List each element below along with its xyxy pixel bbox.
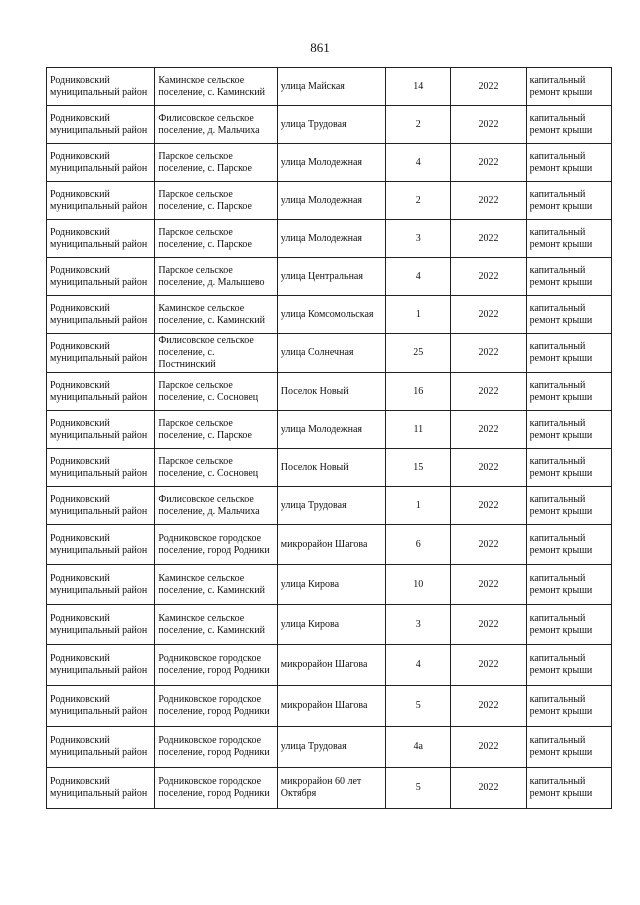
work-type-cell: капитальный ремонт крыши: [526, 487, 611, 525]
settlement-cell: Филисовское сельское поселение, с. Постнинский: [155, 334, 277, 373]
settlement-cell: Каминское сельское поселение, с. Каминский: [155, 68, 277, 106]
work-type-cell: капитальный ремонт крыши: [526, 686, 611, 727]
district-cell: Родниковский муниципальный район: [47, 411, 155, 449]
year-cell: 2022: [451, 768, 526, 809]
district-cell: Родниковский муниципальный район: [47, 525, 155, 565]
street-cell: Поселок Новый: [277, 449, 385, 487]
table-row: [47, 727, 612, 768]
district-cell: Родниковский муниципальный район: [47, 686, 155, 727]
house-number-cell: 6: [386, 525, 451, 565]
street-cell: улица Молодежная: [277, 411, 385, 449]
district-cell: Родниковский муниципальный район: [47, 68, 155, 106]
street-cell: микрорайон Шагова: [277, 686, 385, 727]
year-cell: 2022: [451, 449, 526, 487]
district-cell: Родниковский муниципальный район: [47, 220, 155, 258]
work-type-cell: капитальный ремонт крыши: [526, 220, 611, 258]
settlement-cell: Родниковское городское поселение, город Родники: [155, 768, 277, 809]
settlement-cell: Парское сельское поселение, с. Парское: [155, 411, 277, 449]
table-row: [47, 645, 612, 686]
table-row: [47, 686, 612, 727]
district-cell: Родниковский муниципальный район: [47, 449, 155, 487]
street-cell: улица Майская: [277, 68, 385, 106]
street-cell: улица Молодежная: [277, 182, 385, 220]
work-type-cell: капитальный ремонт крыши: [526, 411, 611, 449]
table-row: [47, 334, 612, 373]
district-cell: Родниковский муниципальный район: [47, 106, 155, 144]
housing-repair-table: [46, 67, 612, 809]
work-type-cell: капитальный ремонт крыши: [526, 565, 611, 605]
year-cell: 2022: [451, 258, 526, 296]
street-cell: улица Молодежная: [277, 220, 385, 258]
street-cell: микрорайон Шагова: [277, 525, 385, 565]
work-type-cell: капитальный ремонт крыши: [526, 182, 611, 220]
table-row: [47, 768, 612, 809]
district-cell: Родниковский муниципальный район: [47, 296, 155, 334]
settlement-cell: Парское сельское поселение, с. Парское: [155, 220, 277, 258]
house-number-cell: 16: [386, 373, 451, 411]
settlement-cell: Филисовское сельское поселение, д. Мальчиха: [155, 487, 277, 525]
district-cell: Родниковский муниципальный район: [47, 768, 155, 809]
table-row: [47, 373, 612, 411]
settlement-cell: Парское сельское поселение, с. Парское: [155, 144, 277, 182]
district-cell: Родниковский муниципальный район: [47, 334, 155, 373]
settlement-cell: Каминское сельское поселение, с. Каминский: [155, 296, 277, 334]
district-cell: Родниковский муниципальный район: [47, 727, 155, 768]
year-cell: 2022: [451, 727, 526, 768]
district-cell: Родниковский муниципальный район: [47, 605, 155, 645]
street-cell: улица Кирова: [277, 605, 385, 645]
year-cell: 2022: [451, 68, 526, 106]
table-row: [47, 106, 612, 144]
work-type-cell: капитальный ремонт крыши: [526, 144, 611, 182]
work-type-cell: капитальный ремонт крыши: [526, 68, 611, 106]
house-number-cell: 1: [386, 296, 451, 334]
district-cell: Родниковский муниципальный район: [47, 258, 155, 296]
house-number-cell: 15: [386, 449, 451, 487]
work-type-cell: капитальный ремонт крыши: [526, 258, 611, 296]
street-cell: улица Комсомольская: [277, 296, 385, 334]
table-row: [47, 411, 612, 449]
settlement-cell: Парское сельское поселение, с. Сосновец: [155, 373, 277, 411]
house-number-cell: 4: [386, 258, 451, 296]
table-body: [47, 68, 612, 809]
year-cell: 2022: [451, 106, 526, 144]
street-cell: улица Солнечная: [277, 334, 385, 373]
street-cell: улица Центральная: [277, 258, 385, 296]
street-cell: улица Кирова: [277, 565, 385, 605]
table-row: [47, 525, 612, 565]
house-number-cell: 5: [386, 686, 451, 727]
year-cell: 2022: [451, 525, 526, 565]
house-number-cell: 4: [386, 645, 451, 686]
work-type-cell: капитальный ремонт крыши: [526, 106, 611, 144]
street-cell: улица Трудовая: [277, 727, 385, 768]
house-number-cell: 11: [386, 411, 451, 449]
year-cell: 2022: [451, 411, 526, 449]
house-number-cell: 1: [386, 487, 451, 525]
year-cell: 2022: [451, 487, 526, 525]
table-row: [47, 296, 612, 334]
settlement-cell: Каминское сельское поселение, с. Каминский: [155, 565, 277, 605]
settlement-cell: Парское сельское поселение, с. Парское: [155, 182, 277, 220]
settlement-cell: Родниковское городское поселение, город Родники: [155, 525, 277, 565]
year-cell: 2022: [451, 182, 526, 220]
house-number-cell: 14: [386, 68, 451, 106]
work-type-cell: капитальный ремонт крыши: [526, 768, 611, 809]
table-row: [47, 487, 612, 525]
work-type-cell: капитальный ремонт крыши: [526, 334, 611, 373]
year-cell: 2022: [451, 373, 526, 411]
work-type-cell: капитальный ремонт крыши: [526, 449, 611, 487]
street-cell: микрорайон 60 лет Октября: [277, 768, 385, 809]
district-cell: Родниковский муниципальный район: [47, 182, 155, 220]
district-cell: Родниковский муниципальный район: [47, 373, 155, 411]
year-cell: 2022: [451, 220, 526, 258]
table-row: [47, 68, 612, 106]
house-number-cell: 3: [386, 220, 451, 258]
district-cell: Родниковский муниципальный район: [47, 565, 155, 605]
house-number-cell: 2: [386, 106, 451, 144]
street-cell: улица Молодежная: [277, 144, 385, 182]
table-row: [47, 258, 612, 296]
house-number-cell: 10: [386, 565, 451, 605]
district-cell: Родниковский муниципальный район: [47, 144, 155, 182]
work-type-cell: капитальный ремонт крыши: [526, 605, 611, 645]
year-cell: 2022: [451, 645, 526, 686]
year-cell: 2022: [451, 686, 526, 727]
year-cell: 2022: [451, 605, 526, 645]
table-row: [47, 565, 612, 605]
table-row: [47, 182, 612, 220]
settlement-cell: Парское сельское поселение, д. Малышево: [155, 258, 277, 296]
work-type-cell: капитальный ремонт крыши: [526, 525, 611, 565]
table-row: [47, 144, 612, 182]
work-type-cell: капитальный ремонт крыши: [526, 645, 611, 686]
house-number-cell: 2: [386, 182, 451, 220]
table-row: [47, 220, 612, 258]
district-cell: Родниковский муниципальный район: [47, 487, 155, 525]
house-number-cell: 4а: [386, 727, 451, 768]
street-cell: улица Трудовая: [277, 106, 385, 144]
work-type-cell: капитальный ремонт крыши: [526, 296, 611, 334]
settlement-cell: Родниковское городское поселение, город Родники: [155, 727, 277, 768]
year-cell: 2022: [451, 144, 526, 182]
table-row: [47, 449, 612, 487]
settlement-cell: Каминское сельское поселение, с. Каминский: [155, 605, 277, 645]
settlement-cell: Родниковское городское поселение, город Родники: [155, 686, 277, 727]
table-row: [47, 605, 612, 645]
house-number-cell: 3: [386, 605, 451, 645]
settlement-cell: Парское сельское поселение, с. Сосновец: [155, 449, 277, 487]
street-cell: Поселок Новый: [277, 373, 385, 411]
district-cell: Родниковский муниципальный район: [47, 645, 155, 686]
street-cell: микрорайон Шагова: [277, 645, 385, 686]
house-number-cell: 25: [386, 334, 451, 373]
year-cell: 2022: [451, 334, 526, 373]
year-cell: 2022: [451, 296, 526, 334]
street-cell: улица Трудовая: [277, 487, 385, 525]
page-number: 861: [310, 40, 330, 55]
settlement-cell: Родниковское городское поселение, город Родники: [155, 645, 277, 686]
year-cell: 2022: [451, 565, 526, 605]
house-number-cell: 5: [386, 768, 451, 809]
work-type-cell: капитальный ремонт крыши: [526, 373, 611, 411]
house-number-cell: 4: [386, 144, 451, 182]
settlement-cell: Филисовское сельское поселение, д. Мальчиха: [155, 106, 277, 144]
work-type-cell: капитальный ремонт крыши: [526, 727, 611, 768]
